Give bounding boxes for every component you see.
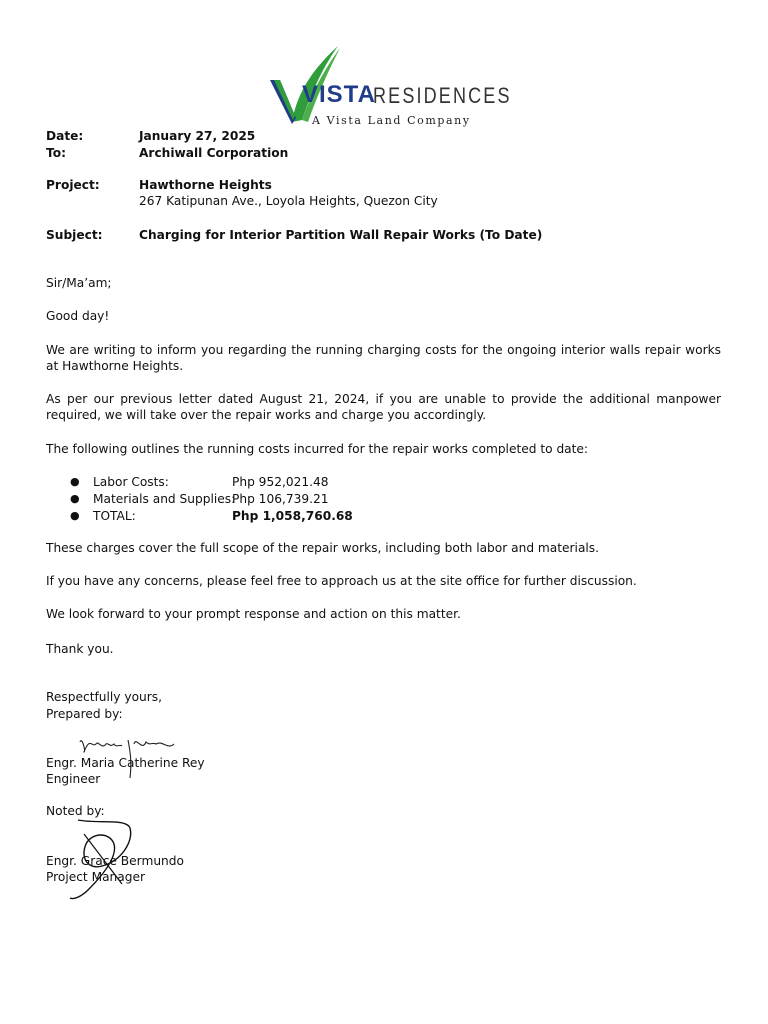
cost-label: Materials and Supplies: [93, 492, 236, 506]
noter-name: Engr. Grace Bermundo [46, 854, 184, 868]
logo-tagline: A Vista Land Company [312, 114, 471, 127]
logo-brand-first: VISTA [302, 81, 376, 108]
paragraph-intro: We are writing to inform you regarding the running charging costs for the ongoing interior walls repair works at Hawthorne Heights. [46, 343, 721, 373]
noted-by-label: Noted by: [46, 804, 105, 818]
cost-value: Php 106,739.21 [232, 492, 329, 506]
paragraph-concerns: If you have any concerns, please feel free to approach us at the site office for further discussion. [46, 574, 637, 588]
cost-label: Labor Costs: [93, 475, 169, 489]
bullet-icon: ● [70, 492, 80, 505]
to-value: Archiwall Corporation [139, 146, 289, 160]
preparer-title: Engineer [46, 772, 101, 786]
preparer-name: Engr. Maria Catherine Rey [46, 756, 205, 770]
prepared-by-label: Prepared by: [46, 707, 123, 721]
cost-total-value: Php 1,058,760.68 [232, 509, 353, 523]
salutation: Sir/Ma’am; [46, 276, 112, 290]
project-label: Project: [46, 178, 100, 192]
bullet-icon: ● [70, 509, 80, 522]
project-address: 267 Katipunan Ave., Loyola Heights, Quezon City [139, 194, 438, 208]
to-label: To: [46, 146, 66, 160]
paragraph-costs-intro: The following outlines the running costs incurred for the repair works completed to date: [46, 442, 589, 456]
thanks: Thank you. [46, 642, 114, 656]
bullet-icon: ● [70, 475, 80, 488]
date-label: Date: [46, 129, 84, 143]
logo-brand-second: RESIDENCES [373, 83, 512, 108]
respectfully: Respectfully yours, [46, 690, 162, 704]
subject-value: Charging for Interior Partition Wall Repair Works (To Date) [139, 228, 543, 242]
cost-value: Php 952,021.48 [232, 475, 329, 489]
cost-label: TOTAL: [93, 509, 136, 523]
subject-label: Subject: [46, 228, 103, 242]
greeting: Good day! [46, 309, 110, 323]
project-name: Hawthorne Heights [139, 178, 272, 192]
company-logo [262, 44, 512, 130]
paragraph-follow-up: We look forward to your prompt response and action on this matter. [46, 607, 461, 621]
noter-title: Project Manager [46, 870, 145, 884]
paragraph-scope: These charges cover the full scope of the repair works, including both labor and materials. [46, 541, 600, 555]
paragraph-previous-letter: As per our previous letter dated August 21, 2024, if you are unable to provide the additional manpower required, we will take over the repair works and charge you accordingly. [46, 392, 721, 422]
date-value: January 27, 2025 [139, 129, 256, 143]
